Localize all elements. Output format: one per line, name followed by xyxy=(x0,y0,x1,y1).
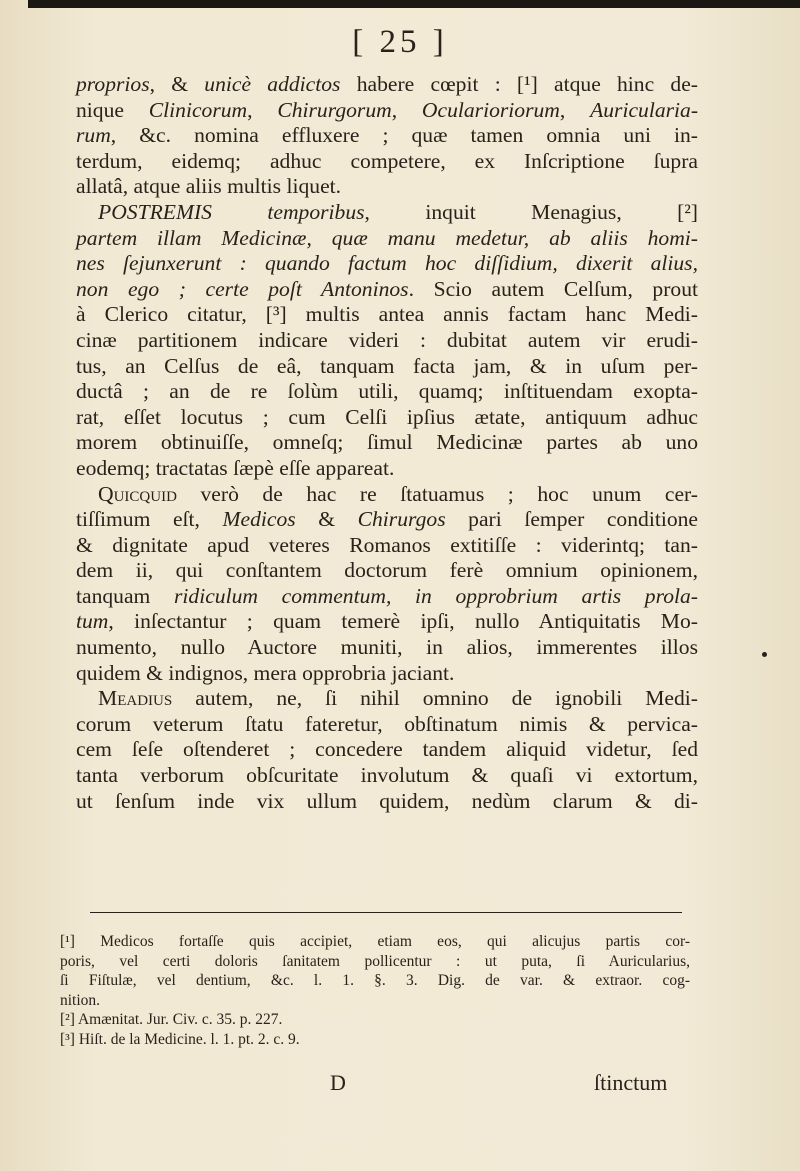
text-line: rat, eſſet locutus ; cum Celſi ipſius ætate, antiquum adhuc xyxy=(76,404,698,429)
text-line: partem illam Medicinæ, quæ manu medetur, ab aliis homi- xyxy=(76,225,698,250)
margin-mark xyxy=(762,652,767,657)
footnote-line: [²] Amænitat. Jur. Civ. c. 35. p. 227. xyxy=(60,1011,283,1028)
text-line: dem ii, qui conſtantem doctorum ferè omnium opinionem, xyxy=(76,558,698,583)
text-line: terdum, eidemq; adhuc competere, ex Inſcriptione ſupra xyxy=(76,148,698,173)
text-line: POSTREMIS temporibus, inquit Menagius, [²] xyxy=(98,199,698,224)
page-top-edge xyxy=(28,0,800,8)
footnote-line: [¹] Medicos fortaſſe quis accipiet, etiam eos, qui alicujus partis cor- xyxy=(60,933,690,950)
text-line: & dignitate apud veteres Romanos extitiſſe : viderintq; tan- xyxy=(76,532,698,557)
text-line: nique Clinicorum, Chirurgorum, Ocularioriorum, Auricularia- xyxy=(76,97,699,122)
footnote-rule xyxy=(90,912,682,913)
text-line: eodemq; tractatas ſæpè eſſe appareat. xyxy=(76,455,395,480)
text-line: cinæ partitionem indicare videri : dubitat autem vir erudi- xyxy=(76,327,698,352)
paragraph-2 xyxy=(76,200,698,482)
text-line: Meadius autem, ne, ſi nihil omnino de ignobili Medi- xyxy=(98,686,698,711)
text-line: Quicquid verò de hac re ſtatuamus ; hoc unum cer- xyxy=(98,481,698,506)
footnotes xyxy=(60,932,690,1049)
text-line: tanta verborum obſcuritate involutum & quaſi vi extortum, xyxy=(76,763,698,788)
footnote-line: ſi Fiſtulæ, vel dentium, &c. l. 1. §. 3. Dig. de var. & extraor. cog- xyxy=(60,972,690,989)
text-line: à Clerico citatur, [³] multis antea annis factam hanc Medi- xyxy=(76,302,698,327)
text-line: allatâ, atque aliis multis liquet. xyxy=(76,174,342,199)
footnote-line: nition. xyxy=(60,991,101,1009)
main-text xyxy=(76,72,698,814)
text-line: nes ſejunxerunt : quando factum hoc diſſidium, dixerit alius, xyxy=(76,251,698,276)
paragraph-1 xyxy=(76,72,698,200)
text-line: rum, &c. nomina effluxere ; quæ tamen omnia uni in- xyxy=(76,123,698,148)
text-line: morem obtinuiſſe, omneſq; ſimul Medicinæ partes ab uno xyxy=(76,430,698,455)
text-line: tanquam ridiculum commentum, in opprobrium artis prola- xyxy=(76,583,698,608)
paragraph-4 xyxy=(76,686,698,814)
text-line: corum veterum ſtatu fateretur, obſtinatum nimis & pervica- xyxy=(76,711,698,736)
text-line: proprios, & unicè addictos habere cœpit : [¹] atque hinc de- xyxy=(76,72,698,96)
text-line: ut ſenſum inde vix ullum quidem, nedùm clarum & di- xyxy=(76,788,698,813)
page-number: [ 25 ] xyxy=(352,24,448,60)
text-line: cem ſeſe oſtenderet ; concedere tandem aliquid videtur, ſed xyxy=(76,737,698,762)
catchword: ſtinctum xyxy=(594,1070,668,1095)
footnote-line: poris, vel certi doloris ſanitatem pollicentur : ut puta, ſi Auricularius, xyxy=(60,952,690,970)
signature-mark: D xyxy=(330,1070,346,1095)
text-line: tus, an Celſus de eâ, tanquam facta jam, & in uſum per- xyxy=(76,353,698,378)
text-line: quidem & indignos, mera opprobria jaciant. xyxy=(76,660,455,685)
text-line: numento, nullo Auctore muniti, in alios, immerentes illos xyxy=(76,635,698,660)
text-line: ductâ ; an de re ſolùm utili, quamq; inſtituendam exopta- xyxy=(76,379,698,404)
footnote-line: [³] Hiſt. de la Medicine. l. 1. pt. 2. c. 9. xyxy=(60,1030,300,1048)
text-line: tum, inſectantur ; quam temerè ipſi, nullo Antiquitatis Mo- xyxy=(76,609,698,634)
paragraph-3 xyxy=(76,482,698,687)
text-line: tiſſimum eſt, Medicos & Chirurgos pari ſemper conditione xyxy=(76,507,698,532)
text-line: non ego ; certe poſt Antoninos. Scio autem Celſum, prout xyxy=(76,276,699,301)
